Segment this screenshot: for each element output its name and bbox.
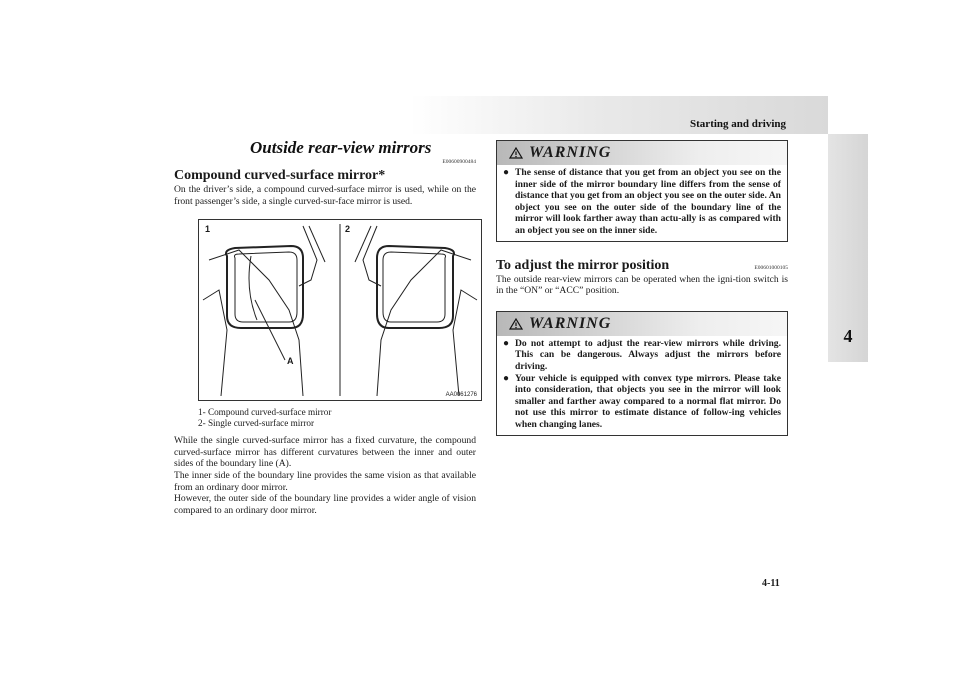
warning-body xyxy=(497,165,787,241)
section-code: E00600900484 xyxy=(442,159,476,165)
body-paragraph: However, the outer side of the boundary line provides a wider angle of vision compared to an ordinary door mirror. xyxy=(174,493,476,516)
body-paragraph: The inner side of the boundary line provides the same vision as that available from an ordinary door mirror. xyxy=(174,469,476,493)
warning-item xyxy=(503,167,781,237)
warning-triangle-icon xyxy=(509,147,523,159)
warning-box xyxy=(496,140,788,242)
bullet-icon: ● xyxy=(503,167,510,178)
warning-header xyxy=(497,312,787,336)
adjust-code: E00601000105 xyxy=(754,264,788,271)
body-paragraph: While the single curved-surface mirror has a fixed curvature, the compound curved-surface mirror has different curvatures between the inner and outer sides of the boundary line (A). xyxy=(174,435,476,470)
figure-label-2: 2 xyxy=(345,224,351,235)
mirror-figure xyxy=(198,219,482,401)
chapter-title: Starting and driving xyxy=(690,118,786,130)
mirror-illustration xyxy=(199,220,481,400)
warning-text: Do not attempt to adjust the rear-view mirrors while driving. This can be dangerous. Always adjust the mirrors before driving. xyxy=(515,337,781,372)
intro-paragraph: On the driver’s side, a compound curved-surface mirror is used, while on the front passenger’s side, a single curved-sur-face mirror is used. xyxy=(174,184,476,207)
adjust-title: To adjust the mirror position xyxy=(496,257,670,273)
bullet-icon: ● xyxy=(503,337,510,349)
legend-item: 2- Single curved-surface mirror xyxy=(198,418,315,429)
warning-title: WARNING xyxy=(529,314,612,332)
adjust-heading xyxy=(496,258,788,274)
warning-item xyxy=(503,373,781,431)
bullet-icon: ● xyxy=(503,372,510,384)
chapter-tab-number: 4 xyxy=(843,326,853,346)
warning-triangle-icon xyxy=(509,318,523,330)
warning-text: The sense of distance that you get from an object you see on the inner side of the mirror boundary line differs from the sense of distance that you get from an object you see on the outer side. An object you see on the outer side of the boundary line of the mirror will look farther away than actu-ally is as compared with an object you see on the inner side. xyxy=(515,167,781,236)
left-column xyxy=(174,138,476,516)
page-number: 4-11 xyxy=(762,578,780,589)
figure-code: AA0061276 xyxy=(445,392,477,399)
right-column xyxy=(496,140,788,436)
figure-label-a: A xyxy=(287,356,294,367)
warning-title: WARNING xyxy=(529,144,612,161)
figure-label-1: 1 xyxy=(205,224,211,235)
warning-item xyxy=(503,338,781,373)
warning-body xyxy=(497,336,787,435)
warning-box xyxy=(496,311,788,436)
section-title: Outside rear-view mirrors xyxy=(250,138,432,157)
warning-text: Your vehicle is equipped with convex type mirrors. Please take into consideration, that objects you see in the mirror will look smaller and farther away compared to a normal flat mirror. Do not use this mirror to estimate distance of follow-ing vehicles when changing lanes. xyxy=(515,372,781,430)
subsection-title: Compound curved-surface mirror* xyxy=(174,168,386,183)
figure-legend xyxy=(198,407,476,429)
legend-item: 1- Compound curved-surface mirror xyxy=(198,407,332,418)
adjust-paragraph: The outside rear-view mirrors can be operated when the igni-tion switch is in the “ON” or “ACC” position. xyxy=(496,273,788,297)
warning-header xyxy=(497,141,787,165)
